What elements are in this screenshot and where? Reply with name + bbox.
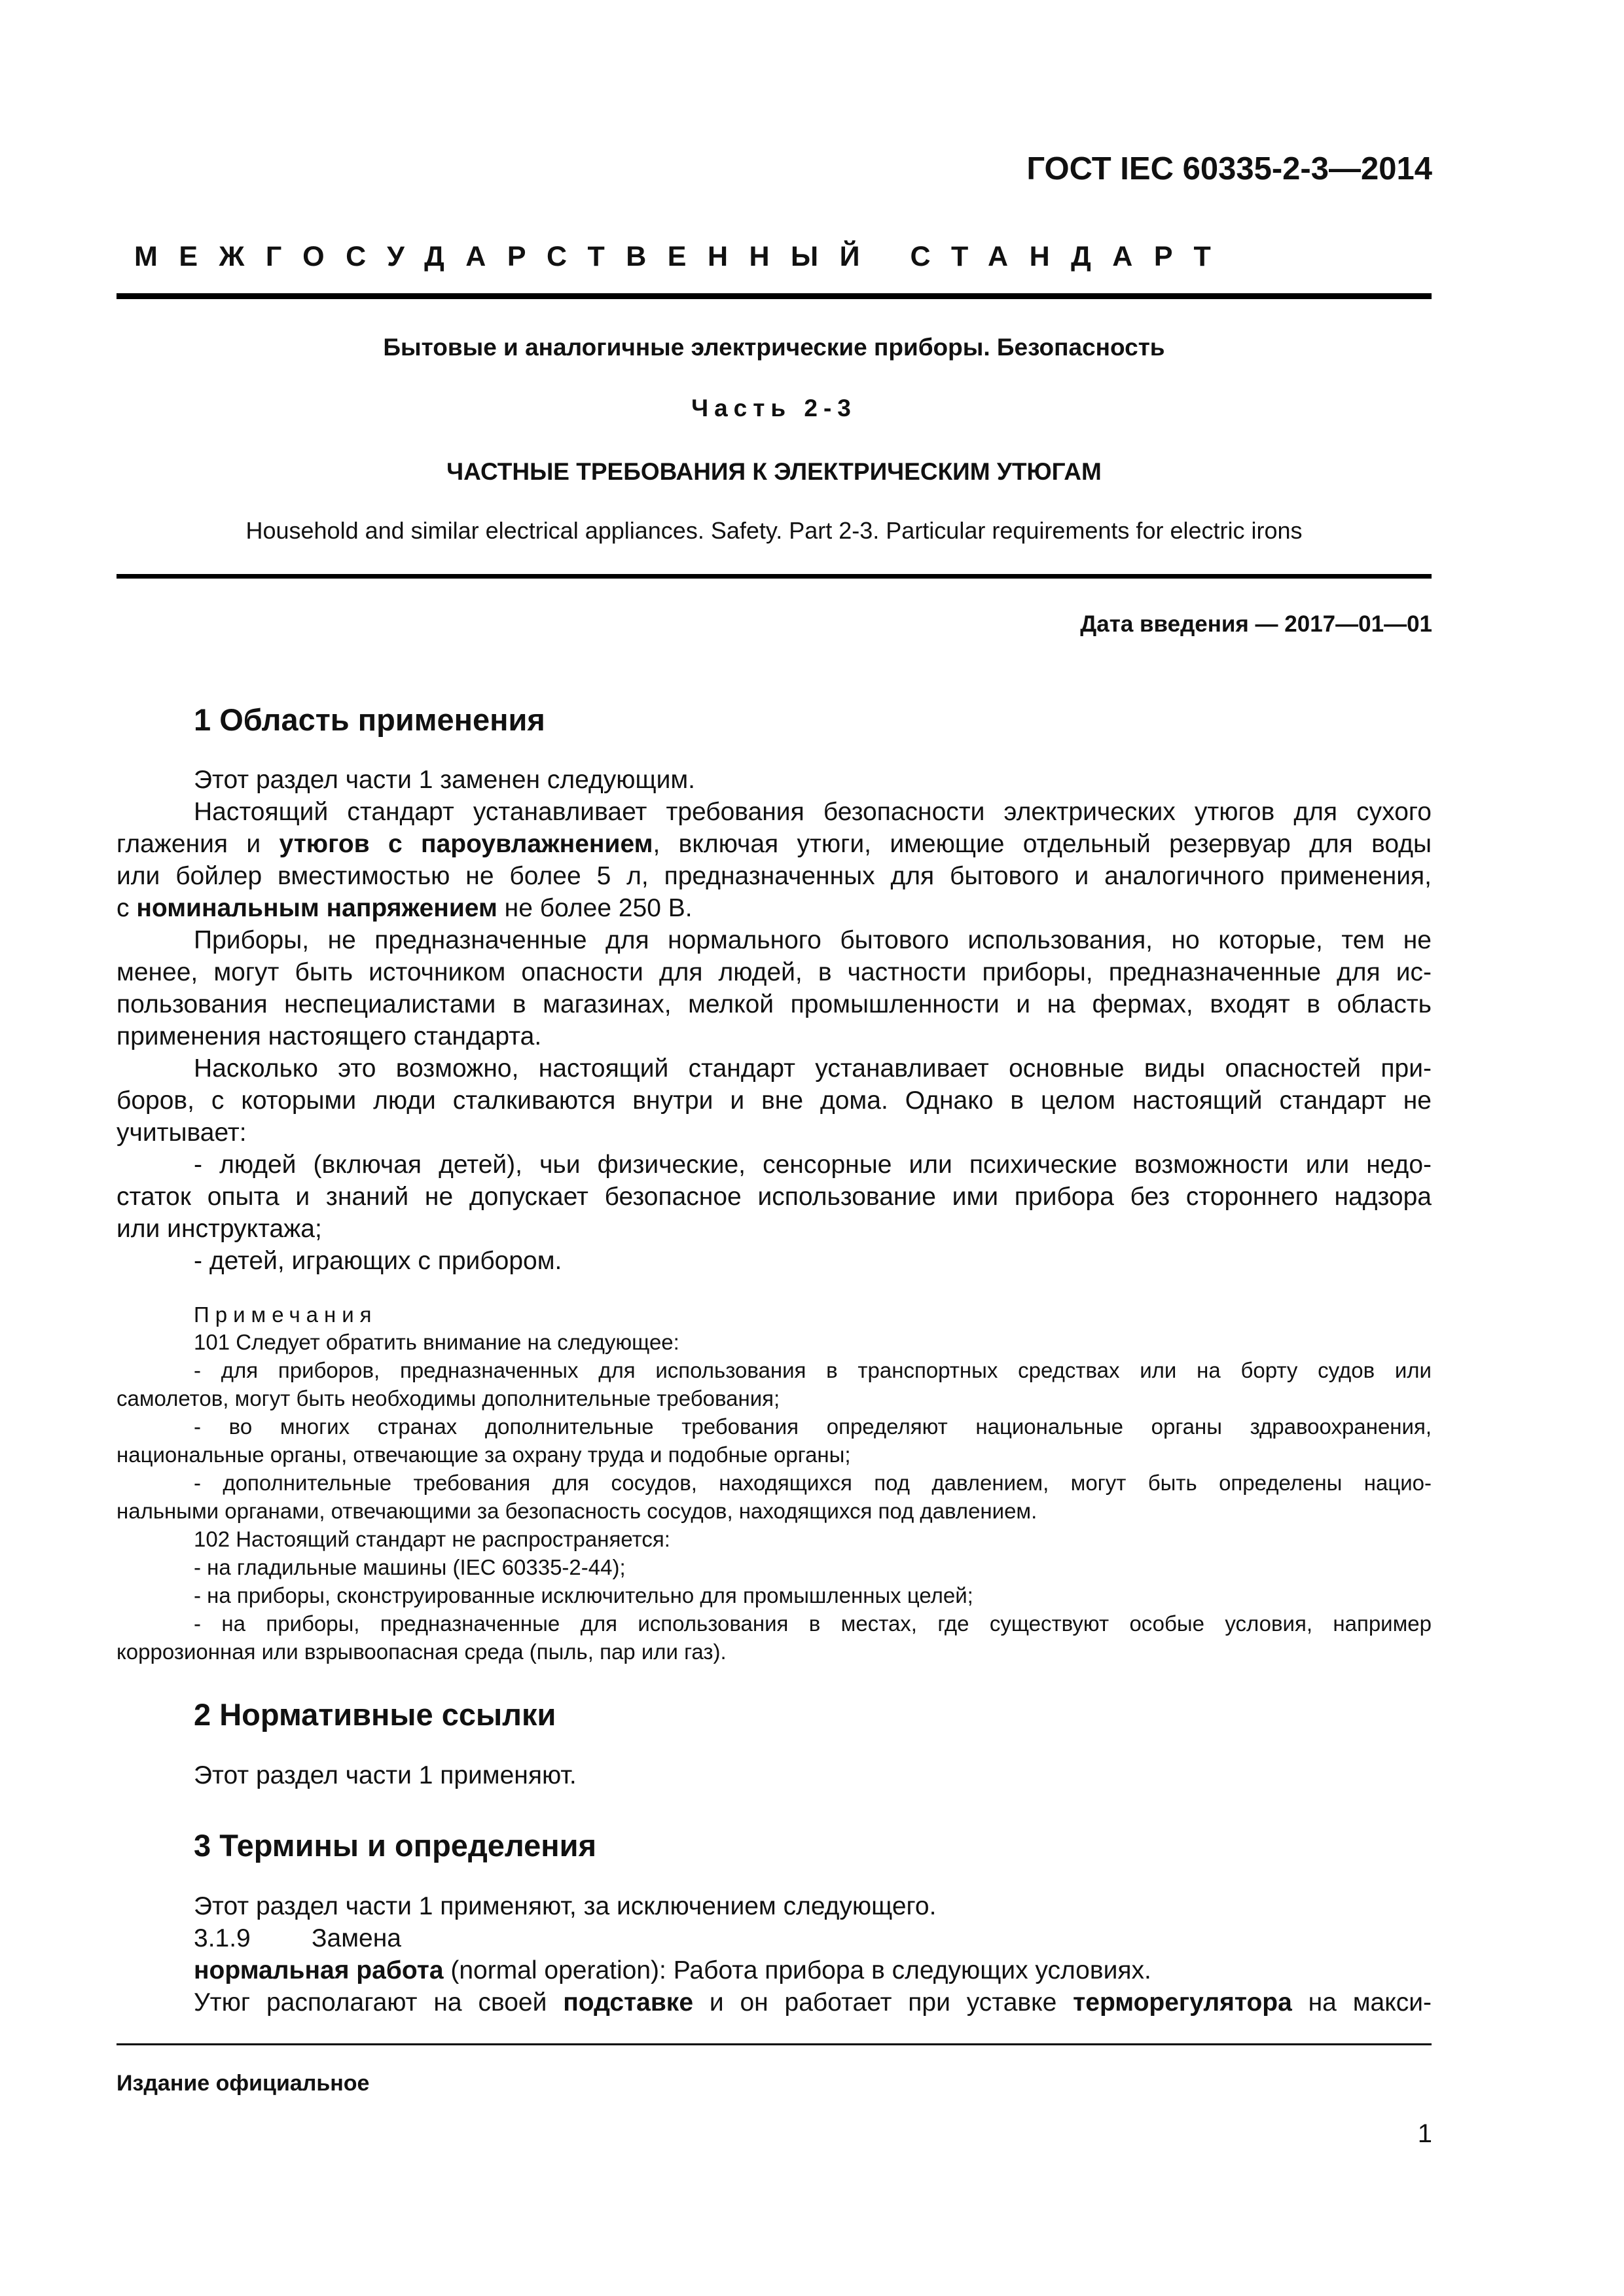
document-subtitle: ЧАСТНЫЕ ТРЕБОВАНИЯ К ЭЛЕКТРИЧЕСКИМ УТЮГАМ xyxy=(446,458,1102,485)
note-line: - на приборы, предназначенные для использования в местах, где существуют особые условия, например xyxy=(194,1611,1432,1636)
introduction-date: Дата введения — 2017—01—01 xyxy=(1080,611,1432,637)
edition-label: Издание официальное xyxy=(117,2071,370,2096)
paragraph-line: Настоящий стандарт устанавливает требования безопасности электрических утюгов для сухого xyxy=(194,798,1432,826)
note-line: - на приборы, сконструированные исключительно для промышленных целей; xyxy=(194,1583,973,1607)
title-rule xyxy=(117,574,1432,579)
interstate-standard-label: МЕЖГОСУДАРСТВЕННЫЙ СТАНДАРТ xyxy=(134,241,1233,272)
paragraph-line: или инструктажа; xyxy=(117,1215,322,1243)
page-number: 1 xyxy=(1417,2119,1432,2148)
paragraph-line: с номинальным напряжением не более 250 В. xyxy=(117,894,693,922)
paragraph-line: статок опыта и знаний не допускает безопасное использование ими прибора без стороннего надзора xyxy=(117,1183,1432,1211)
paragraph-line: боров, с которыми люди сталкиваются внутри и вне дома. Однако в целом настоящий стандарт не xyxy=(117,1086,1432,1115)
note-line: - для приборов, предназначенных для использования в транспортных средствах или на борту судов или xyxy=(194,1358,1432,1382)
note-line: - во многих странах дополнительные требования определяют национальные органы здравоохранения, xyxy=(194,1414,1432,1439)
section-heading-terms-definitions: 3 Термины и определения xyxy=(194,1828,596,1863)
clause-number: 3.1.9 xyxy=(194,1924,251,1952)
paragraph-line: Этот раздел части 1 применяют. xyxy=(194,1761,577,1789)
document-title-ru: Бытовые и аналогичные электрические приборы. Безопасность xyxy=(383,334,1165,361)
clause-label: Замена xyxy=(312,1924,401,1952)
note-line: - дополнительные требования для сосудов, находящихся под давлением, могут быть определены нацио- xyxy=(194,1471,1432,1495)
header-rule xyxy=(117,293,1432,299)
paragraph-line: применения настоящего стандарта. xyxy=(117,1022,542,1050)
note-line: 102 Настоящий стандарт не распространяется: xyxy=(194,1527,670,1551)
paragraph-line: Насколько это возможно, настоящий стандарт устанавливает основные виды опасностей при- xyxy=(194,1054,1432,1083)
section-heading-scope: 1 Область применения xyxy=(194,702,545,737)
notes-heading: Примечания xyxy=(194,1302,378,1327)
section-heading-normative-references: 2 Нормативные ссылки xyxy=(194,1697,556,1732)
document-code: ГОСТ IEC 60335-2-3—2014 xyxy=(1026,151,1432,187)
document-title-en: Household and similar electrical appliances. Safety. Part 2-3. Particular requirements for electric irons xyxy=(245,517,1303,544)
paragraph-line: пользования неспециалистами в магазинах, мелкой промышленности и на фермах, входят в область xyxy=(117,990,1432,1018)
paragraph-line: нормальная работа (normal operation): Работа прибора в следующих условиях. xyxy=(194,1956,1151,1984)
paragraph-line: Этот раздел части 1 применяют, за исключением следующего. xyxy=(194,1892,937,1920)
paragraph-line: учитывает: xyxy=(117,1119,247,1147)
paragraph-line: - людей (включая детей), чьи физические, сенсорные или психические возможности или недо- xyxy=(194,1151,1432,1179)
note-line: 101 Следует обратить внимание на следующее: xyxy=(194,1330,679,1354)
paragraph-line: Утюг располагают на своей подставке и он работает при уставке терморегулятора на макси- xyxy=(194,1988,1432,2017)
note-line: национальные органы, отвечающие за охрану труда и подобные органы; xyxy=(117,1443,851,1467)
note-line: коррозионная или взрывоопасная среда (пыль, пар или газ). xyxy=(117,1640,727,1664)
paragraph-line: Этот раздел части 1 заменен следующим. xyxy=(194,766,696,794)
note-line: нальными органами, отвечающими за безопасность сосудов, находящихся под давлением. xyxy=(117,1499,1038,1523)
paragraph-line: глажения и утюгов с пароувлажнением, включая утюги, имеющие отдельный резервуар для воды xyxy=(117,830,1432,858)
note-line: - на гладильные машины (IEC 60335-2-44); xyxy=(194,1555,626,1579)
paragraph-line: Приборы, не предназначенные для нормального бытового использования, но которые, тем не xyxy=(194,926,1432,954)
document-part: Часть 2-3 xyxy=(691,395,857,422)
footer-rule xyxy=(117,2043,1432,2045)
note-line: самолетов, могут быть необходимы дополнительные требования; xyxy=(117,1386,780,1410)
paragraph-line: менее, могут быть источником опасности для людей, в частности приборы, предназначенные для ис- xyxy=(117,958,1432,986)
paragraph-line: - детей, играющих с прибором. xyxy=(194,1247,562,1275)
paragraph-line: или бойлер вместимостью не более 5 л, предназначенных для бытового и аналогичного применения, xyxy=(117,862,1432,890)
